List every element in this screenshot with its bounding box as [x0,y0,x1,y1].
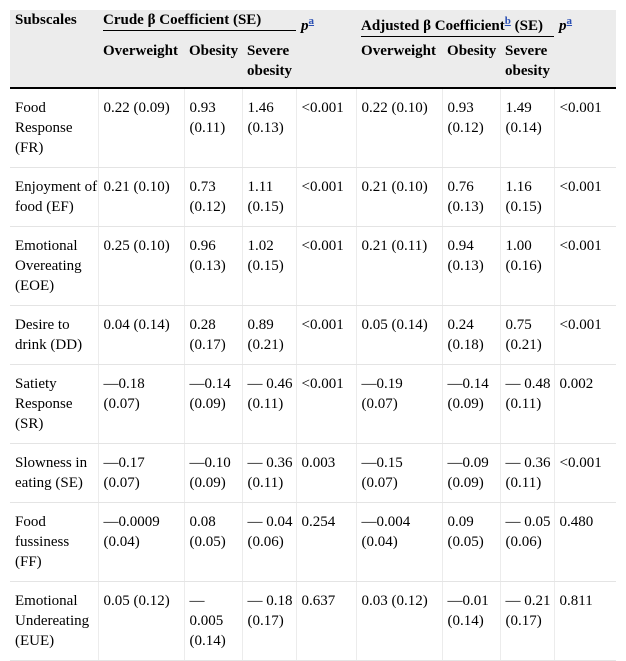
crude-overweight: —0.18 (0.07) [98,365,184,444]
header-adj-severe-obesity: Severe obesity [500,37,554,88]
row-subscale: Slowness in eating (SE) [10,444,98,503]
crude-severe-obesity: 0.89 (0.21) [242,306,296,365]
adj-severe-obesity: 1.00 (0.16) [500,227,554,306]
adj-overweight: —0.15 (0.07) [356,444,442,503]
table-row [10,582,616,661]
adj-obesity: 0.24 (0.18) [442,306,500,365]
crude-severe-obesity: 1.11 (0.15) [242,168,296,227]
p-adjusted: 0.002 [554,365,616,444]
crude-overweight: —0.0009 (0.04) [98,503,184,582]
crude-obesity: —0.14 (0.09) [184,365,242,444]
p-crude: <0.001 [296,168,356,227]
crude-overweight: 0.25 (0.10) [98,227,184,306]
adj-overweight: 0.05 (0.14) [356,306,442,365]
row-subscale: Satiety Response (SR) [10,365,98,444]
adj-obesity: —0.09 (0.09) [442,444,500,503]
header-adjusted-group: Adjusted β Coefficient$^b$ (SE) [356,10,554,37]
adj-overweight: 0.21 (0.10) [356,168,442,227]
adj-overweight: —0.19 (0.07) [356,365,442,444]
table-body [10,88,616,661]
crude-severe-obesity: — 0.18 (0.17) [242,582,296,661]
table-row [10,503,616,582]
crude-overweight: 0.04 (0.14) [98,306,184,365]
crude-obesity: 0.08 (0.05) [184,503,242,582]
table-row [10,306,616,365]
p-crude: <0.001 [296,365,356,444]
crude-severe-obesity: 1.46 (0.13) [242,88,296,168]
crude-severe-obesity: — 0.46 (0.11) [242,365,296,444]
footnote-a-link[interactable]: a [566,15,573,27]
crude-overweight: 0.21 (0.10) [98,168,184,227]
p-crude: 0.254 [296,503,356,582]
adj-severe-obesity: — 0.36 (0.11) [500,444,554,503]
adj-severe-obesity: 1.49 (0.14) [500,88,554,168]
p-adjusted: <0.001 [554,444,616,503]
header-crude-group: Crude β Coefficient (SE) [98,10,296,37]
header-blank-p2 [554,37,616,88]
p-adjusted: 0.480 [554,503,616,582]
header-row-columns [10,37,616,88]
p-adjusted: <0.001 [554,88,616,168]
adj-overweight: 0.22 (0.10) [356,88,442,168]
results-table-container [10,10,616,661]
crude-severe-obesity: 1.02 (0.15) [242,227,296,306]
footnote-b-link[interactable]: b [504,15,511,27]
crude-overweight: —0.17 (0.07) [98,444,184,503]
adj-severe-obesity: 0.75 (0.21) [500,306,554,365]
adj-severe-obesity: — 0.48 (0.11) [500,365,554,444]
crude-obesity: 0.96 (0.13) [184,227,242,306]
header-adj-obesity: Obesity [442,37,500,88]
p-adjusted: <0.001 [554,227,616,306]
header-blank [10,37,98,88]
adj-obesity: 0.76 (0.13) [442,168,500,227]
crude-overweight: 0.22 (0.09) [98,88,184,168]
adj-obesity: 0.93 (0.12) [442,88,500,168]
header-crude-severe-obesity: Severe obesity [242,37,296,88]
table-row [10,227,616,306]
header-p-adjusted: $p^a$ [559,15,573,34]
crude-obesity: — 0.005 (0.14) [184,582,242,661]
adj-overweight: —0.004 (0.04) [356,503,442,582]
crude-severe-obesity: — 0.04 (0.06) [242,503,296,582]
table-row [10,365,616,444]
row-subscale: Emotional Overeating (EOE) [10,227,98,306]
adj-obesity: —0.14 (0.09) [442,365,500,444]
crude-obesity: 0.73 (0.12) [184,168,242,227]
adj-severe-obesity: — 0.05 (0.06) [500,503,554,582]
adj-severe-obesity: 1.16 (0.15) [500,168,554,227]
adj-overweight: 0.03 (0.12) [356,582,442,661]
header-row-groups [10,10,616,37]
row-subscale: Food Response (FR) [10,88,98,168]
crude-obesity: 0.93 (0.11) [184,88,242,168]
adj-obesity: 0.09 (0.05) [442,503,500,582]
regression-table [10,10,616,661]
crude-severe-obesity: — 0.36 (0.11) [242,444,296,503]
table-row [10,168,616,227]
header-crude-overweight: Overweight [98,37,184,88]
p-crude: 0.637 [296,582,356,661]
p-crude: <0.001 [296,88,356,168]
row-subscale: Enjoyment of food (EF) [10,168,98,227]
adj-overweight: 0.21 (0.11) [356,227,442,306]
table-row [10,444,616,503]
row-subscale: Emotional Undereating (EUE) [10,582,98,661]
p-crude: <0.001 [296,306,356,365]
crude-obesity: —0.10 (0.09) [184,444,242,503]
adj-obesity: 0.94 (0.13) [442,227,500,306]
footnote-a-link[interactable]: a [308,15,315,27]
header-subscales: Subscales [15,12,77,28]
table-row [10,88,616,168]
row-subscale: Desire to drink (DD) [10,306,98,365]
p-adjusted: <0.001 [554,168,616,227]
header-blank-p [296,37,356,88]
p-adjusted: <0.001 [554,306,616,365]
crude-obesity: 0.28 (0.17) [184,306,242,365]
header-p-crude: $p^a$ [301,15,315,34]
p-adjusted: 0.811 [554,582,616,661]
p-crude: <0.001 [296,227,356,306]
row-subscale: Food fussiness (FF) [10,503,98,582]
header-adj-overweight: Overweight [356,37,442,88]
header-crude-obesity: Obesity [184,37,242,88]
p-crude: 0.003 [296,444,356,503]
adj-obesity: —0.01 (0.14) [442,582,500,661]
crude-overweight: 0.05 (0.12) [98,582,184,661]
adj-severe-obesity: — 0.21 (0.17) [500,582,554,661]
